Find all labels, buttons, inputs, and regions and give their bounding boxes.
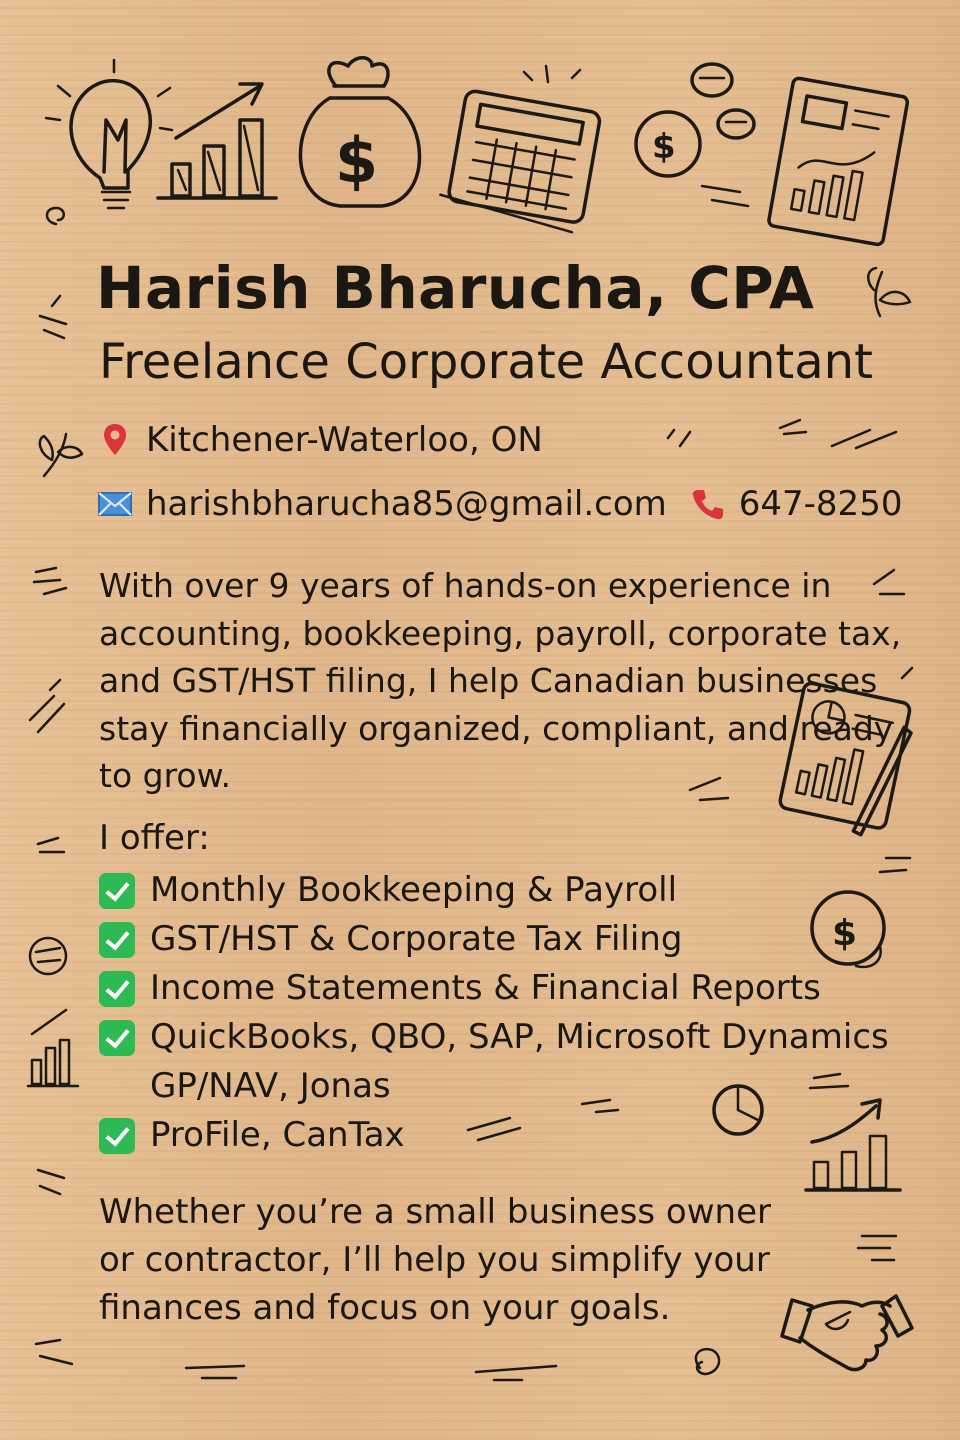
checkmark-icon bbox=[99, 873, 135, 909]
job-title: Freelance Corporate Accountant bbox=[99, 334, 873, 390]
lightbulb-icon bbox=[46, 60, 172, 208]
service-item-label: Monthly Bookkeeping & Payroll bbox=[150, 870, 678, 910]
envelope-icon bbox=[96, 485, 134, 523]
location-text: Kitchener-Waterloo, ON bbox=[146, 420, 543, 460]
service-item bbox=[99, 1111, 919, 1160]
intro-paragraph: With over 9 years of hands-on experience in accounting, bookkeeping, payroll, corporate tax, and GST/HST filing, I help Canadian businesses stay financially organized, compliant, and ready to grow. bbox=[99, 566, 902, 795]
financial-report-icon bbox=[768, 77, 908, 245]
email-link[interactable]: harishbharucha85@gmail.com bbox=[146, 484, 667, 524]
location-pin-icon bbox=[96, 421, 134, 459]
phone-icon bbox=[689, 485, 727, 523]
person-name: Harish Bharucha, CPA bbox=[96, 254, 815, 322]
handshake-icon bbox=[782, 1296, 912, 1370]
service-item bbox=[99, 915, 919, 964]
coin-icon bbox=[636, 64, 754, 206]
checkmark-icon bbox=[99, 971, 135, 1007]
checkmark-icon bbox=[99, 1118, 135, 1154]
bar-chart-icon bbox=[28, 1010, 78, 1086]
location-row bbox=[96, 420, 543, 460]
svg-text:$: $ bbox=[652, 127, 676, 167]
contact-row bbox=[96, 484, 902, 524]
svg-text:$: $ bbox=[335, 124, 379, 197]
growth-chart-icon bbox=[158, 84, 276, 198]
service-item bbox=[99, 1013, 919, 1111]
service-item bbox=[99, 964, 919, 1013]
services-list bbox=[99, 866, 919, 1160]
money-bag-icon bbox=[300, 58, 419, 206]
service-item-label: GST/HST & Corporate Tax Filing bbox=[150, 919, 683, 959]
checkmark-icon bbox=[99, 1020, 135, 1056]
calculator-icon bbox=[438, 88, 601, 233]
service-item bbox=[99, 866, 919, 915]
service-item-label: Income Statements & Financial Reports bbox=[150, 968, 821, 1008]
svg-text:$: $ bbox=[832, 913, 858, 954]
closing-paragraph: Whether you’re a small business owner or contractor, I’ll help you simplify your finances and focus on your goals. bbox=[99, 1192, 771, 1328]
offer-heading: I offer: bbox=[99, 818, 210, 858]
service-item-label: QuickBooks, QBO, SAP, Microsoft Dynamics GP/NAV, Jonas bbox=[150, 1017, 889, 1106]
checkmark-icon bbox=[99, 922, 135, 958]
service-item-label: ProFile, CanTax bbox=[150, 1115, 405, 1155]
phone-number[interactable]: 647-8250 bbox=[738, 484, 903, 524]
